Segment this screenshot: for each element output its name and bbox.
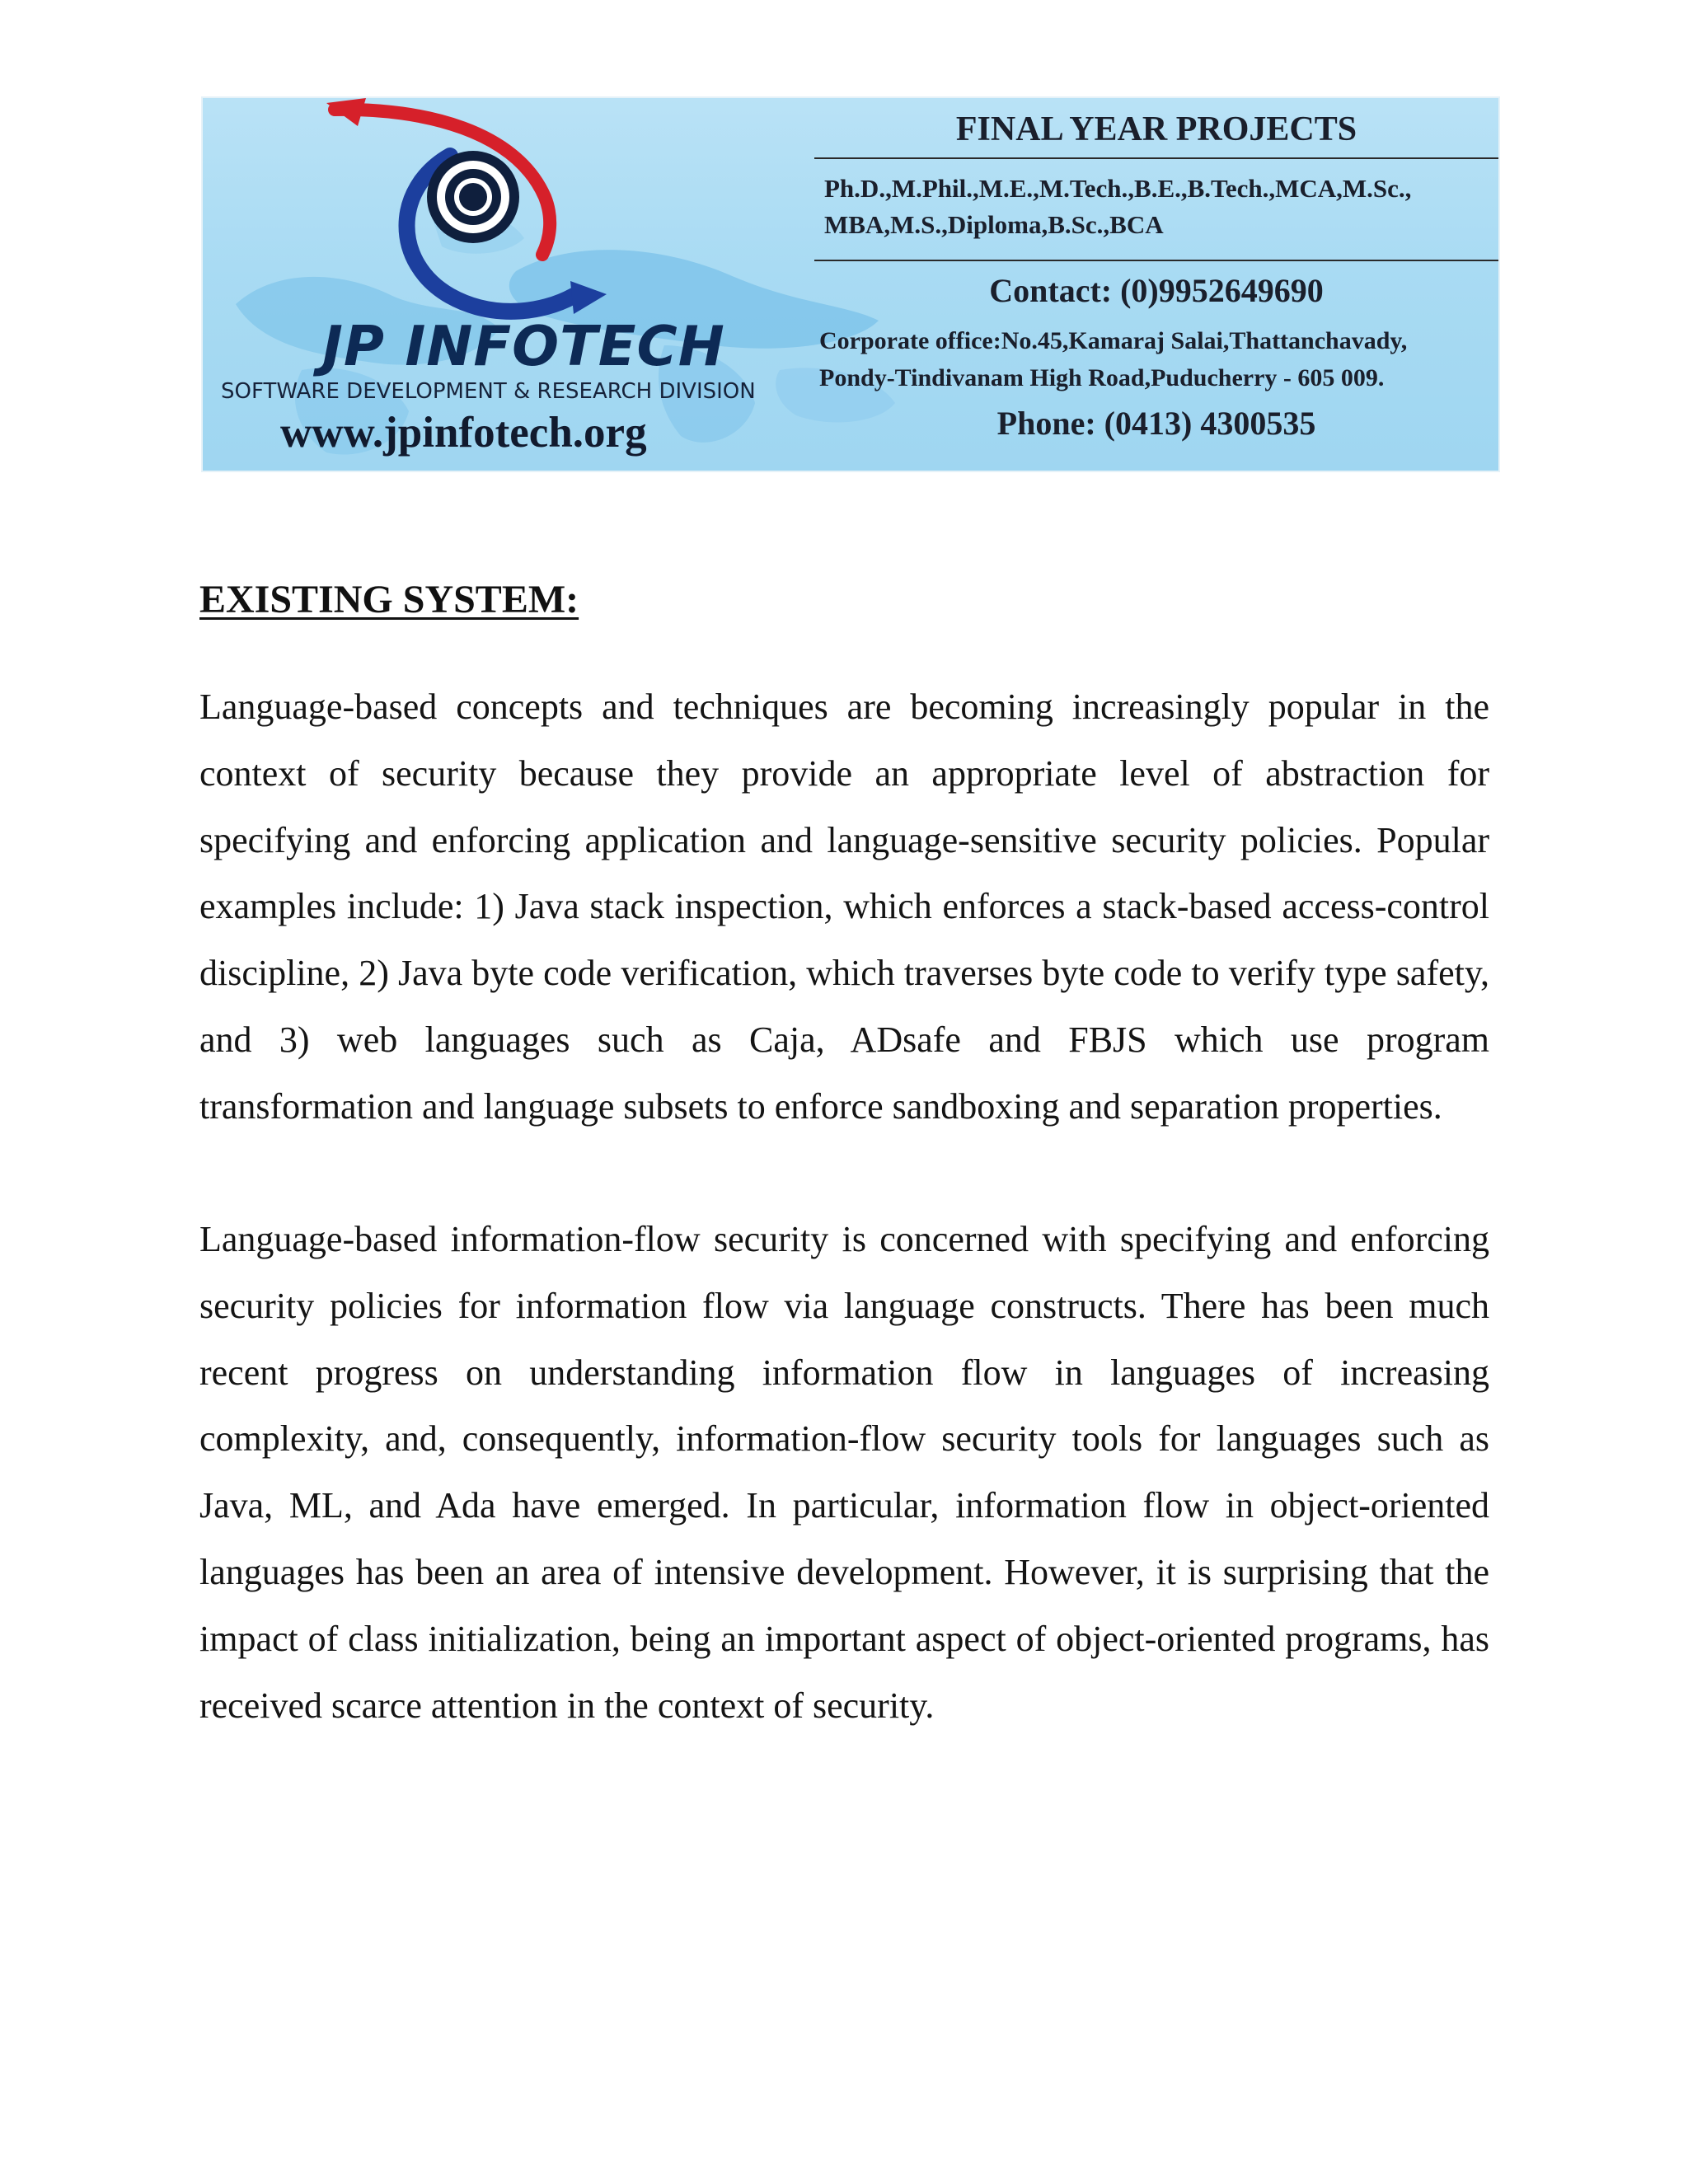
address-line-2: Pondy-Tindivanam High Road,Puducherry - 605 009. bbox=[819, 364, 1385, 391]
divider bbox=[814, 260, 1498, 261]
division-tagline: SOFTWARE DEVELOPMENT & RESEARCH DIVISION bbox=[221, 379, 756, 404]
banner-info-panel bbox=[814, 98, 1498, 471]
website-link[interactable]: www.jpinfotech.org bbox=[280, 409, 647, 457]
brand-name: JP INFOTECH bbox=[322, 314, 725, 378]
address-line-1: Corporate office:No.45,Kamaraj Salai,Thattanchavady, bbox=[819, 327, 1408, 354]
contact-number: Contact: (0)9952649690 bbox=[989, 272, 1324, 309]
office-address bbox=[819, 322, 1498, 396]
paragraph: Language-based concepts and techniques are becoming increasingly popular in the context of security because they provide an appropriate level of abstraction for specifying and enforcing application and language-sensitive security policies. Popular examples include: 1) Java stack inspection, which enforces a stack-based access-control discipline, 2) Java byte code verification, which traverses byte code to verify type safety, and 3) web languages such as Caja, ADsafe and FBJS which use program transformation and language subsets to enforce sandboxing and separation properties. bbox=[199, 687, 1489, 1127]
divider bbox=[814, 157, 1498, 159]
header-banner bbox=[203, 98, 1498, 471]
phone-number: Phone: (0413) 4300535 bbox=[996, 405, 1316, 442]
section-title: EXISTING SYSTEM: bbox=[199, 578, 579, 621]
banner-heading: FINAL YEAR PROJECTS bbox=[955, 110, 1357, 148]
paragraph: Language-based information-flow security is concerned with specifying and enforcing security policies for information flow via language constructs. There has been much recent progress on understanding information flow in languages of increasing complexity, and, consequently, information-flow security tools for languages such as Java, ML, and Ada have emerged. In particular, information flow in object-oriented languages has been an area of intensive development. However, it is surprising that the impact of class initialization, being an important aspect of object-oriented programs, has received scarce attention in the context of security. bbox=[199, 1219, 1489, 1726]
degree-list: Ph.D.,M.Phil.,M.E.,M.Tech.,B.E.,B.Tech.,MCA,M.Sc., MBA,M.S.,Diploma,B.Sc.,BCA bbox=[824, 174, 1412, 239]
